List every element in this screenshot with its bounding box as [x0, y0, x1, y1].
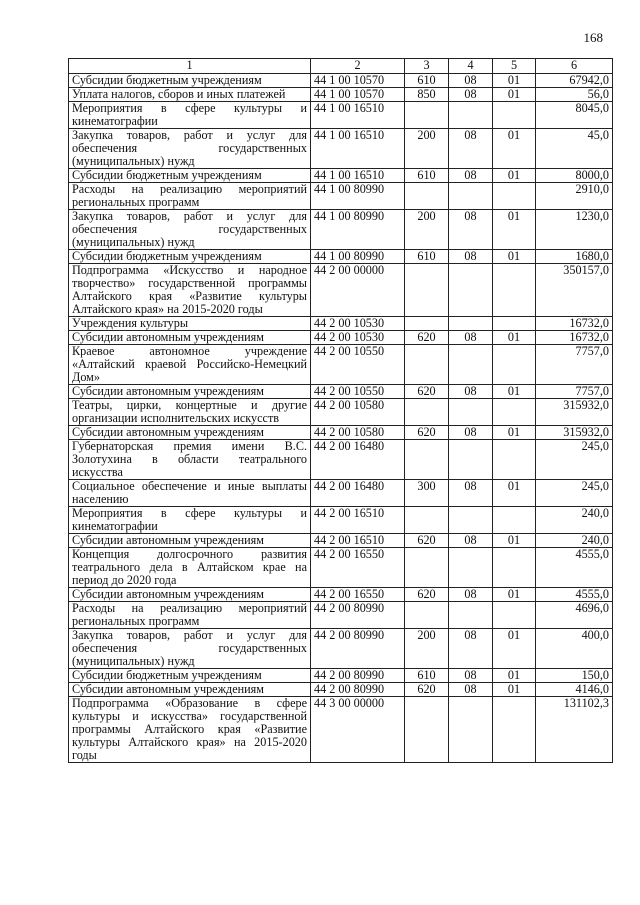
row-section: 08 — [449, 534, 493, 548]
row-subsection: 01 — [493, 385, 536, 399]
row-code: 44 2 00 10530 — [311, 331, 405, 345]
row-section — [449, 102, 493, 129]
row-name: Субсидии автономным учреждениям — [69, 331, 311, 345]
table-row — [69, 129, 613, 169]
table-row — [69, 697, 613, 763]
row-expense-type: 200 — [405, 629, 449, 669]
row-amount: 245,0 — [536, 440, 613, 480]
row-name: Учреждения культуры — [69, 317, 311, 331]
row-name: Подпрограмма «Образование в сфере культуры и искусства» государственной программы Алтайского края «Развитие культуры Алтайского края» на 2015-2020 годы — [69, 697, 311, 763]
row-amount: 245,0 — [536, 480, 613, 507]
row-name: Субсидии бюджетным учреждениям — [69, 74, 311, 88]
row-subsection: 01 — [493, 169, 536, 183]
table-row — [69, 264, 613, 317]
row-subsection — [493, 183, 536, 210]
row-code: 44 3 00 00000 — [311, 697, 405, 763]
row-expense-type — [405, 317, 449, 331]
row-subsection: 01 — [493, 331, 536, 345]
row-expense-type — [405, 697, 449, 763]
header-col-2: 2 — [311, 59, 405, 74]
row-amount: 45,0 — [536, 129, 613, 169]
row-expense-type: 200 — [405, 129, 449, 169]
row-expense-type — [405, 183, 449, 210]
table-row — [69, 345, 613, 385]
row-subsection: 01 — [493, 683, 536, 697]
row-expense-type: 610 — [405, 250, 449, 264]
header-col-4: 4 — [449, 59, 493, 74]
row-code: 44 1 00 10570 — [311, 74, 405, 88]
header-row — [69, 59, 613, 74]
table-row — [69, 534, 613, 548]
row-name: Субсидии автономным учреждениям — [69, 588, 311, 602]
row-amount: 131102,3 — [536, 697, 613, 763]
header-col-1: 1 — [69, 59, 311, 74]
row-section: 08 — [449, 331, 493, 345]
row-section: 08 — [449, 669, 493, 683]
row-expense-type: 620 — [405, 426, 449, 440]
row-section: 08 — [449, 385, 493, 399]
row-code: 44 2 00 16510 — [311, 534, 405, 548]
row-expense-type: 610 — [405, 669, 449, 683]
row-amount: 16732,0 — [536, 317, 613, 331]
row-code: 44 1 00 16510 — [311, 129, 405, 169]
row-code: 44 2 00 16550 — [311, 548, 405, 588]
table-row — [69, 426, 613, 440]
table-row — [69, 602, 613, 629]
row-subsection: 01 — [493, 74, 536, 88]
row-expense-type: 850 — [405, 88, 449, 102]
row-amount: 2910,0 — [536, 183, 613, 210]
row-subsection — [493, 548, 536, 588]
row-name: Субсидии бюджетным учреждениям — [69, 250, 311, 264]
row-name: Закупка товаров, работ и услуг для обеспечения государственных (муниципальных) нужд — [69, 210, 311, 250]
row-section: 08 — [449, 250, 493, 264]
row-subsection — [493, 102, 536, 129]
row-expense-type — [405, 399, 449, 426]
row-section — [449, 507, 493, 534]
row-subsection: 01 — [493, 129, 536, 169]
row-section — [449, 264, 493, 317]
row-amount: 240,0 — [536, 507, 613, 534]
row-section: 08 — [449, 129, 493, 169]
row-section: 08 — [449, 480, 493, 507]
row-subsection — [493, 602, 536, 629]
row-name: Краевое автономное учреждение «Алтайский краевой Российско-Немецкий Дом» — [69, 345, 311, 385]
row-code: 44 2 00 10550 — [311, 385, 405, 399]
row-code: 44 1 00 16510 — [311, 102, 405, 129]
row-code: 44 2 00 10580 — [311, 399, 405, 426]
header-col-3: 3 — [405, 59, 449, 74]
row-code: 44 2 00 80990 — [311, 602, 405, 629]
row-expense-type: 620 — [405, 331, 449, 345]
row-subsection: 01 — [493, 588, 536, 602]
row-code: 44 2 00 16510 — [311, 507, 405, 534]
row-subsection — [493, 399, 536, 426]
row-section — [449, 399, 493, 426]
row-expense-type — [405, 602, 449, 629]
row-subsection — [493, 697, 536, 763]
row-name: Субсидии бюджетным учреждениям — [69, 169, 311, 183]
row-name: Субсидии бюджетным учреждениям — [69, 669, 311, 683]
row-amount: 1680,0 — [536, 250, 613, 264]
row-code: 44 2 00 80990 — [311, 629, 405, 669]
table-row — [69, 629, 613, 669]
row-section — [449, 345, 493, 385]
row-amount: 1230,0 — [536, 210, 613, 250]
row-subsection: 01 — [493, 480, 536, 507]
row-section: 08 — [449, 169, 493, 183]
row-name: Субсидии автономным учреждениям — [69, 683, 311, 697]
row-code: 44 1 00 80990 — [311, 250, 405, 264]
row-section: 08 — [449, 683, 493, 697]
row-amount: 56,0 — [536, 88, 613, 102]
row-name: Закупка товаров, работ и услуг для обеспечения государственных (муниципальных) нужд — [69, 629, 311, 669]
row-expense-type: 620 — [405, 683, 449, 697]
row-name: Мероприятия в сфере культуры и кинематографии — [69, 507, 311, 534]
row-amount: 350157,0 — [536, 264, 613, 317]
row-code: 44 2 00 16550 — [311, 588, 405, 602]
row-expense-type — [405, 548, 449, 588]
row-section: 08 — [449, 629, 493, 669]
table-row — [69, 74, 613, 88]
row-amount: 400,0 — [536, 629, 613, 669]
row-name: Уплата налогов, сборов и иных платежей — [69, 88, 311, 102]
page-number: 168 — [583, 30, 603, 45]
row-name: Мероприятия в сфере культуры и кинематографии — [69, 102, 311, 129]
row-name: Расходы на реализацию мероприятий региональных программ — [69, 602, 311, 629]
table-row — [69, 102, 613, 129]
row-amount: 67942,0 — [536, 74, 613, 88]
budget-table — [68, 58, 613, 763]
row-expense-type — [405, 507, 449, 534]
row-amount: 315932,0 — [536, 426, 613, 440]
table-row — [69, 169, 613, 183]
row-expense-type: 610 — [405, 74, 449, 88]
row-name: Субсидии автономным учреждениям — [69, 385, 311, 399]
row-section: 08 — [449, 88, 493, 102]
row-expense-type: 620 — [405, 385, 449, 399]
row-section: 08 — [449, 426, 493, 440]
row-name: Закупка товаров, работ и услуг для обеспечения государственных (муниципальных) нужд — [69, 129, 311, 169]
row-code: 44 2 00 00000 — [311, 264, 405, 317]
row-amount: 16732,0 — [536, 331, 613, 345]
row-subsection: 01 — [493, 88, 536, 102]
row-name: Социальное обеспечение и иные выплаты населению — [69, 480, 311, 507]
table-row — [69, 385, 613, 399]
table-row — [69, 588, 613, 602]
row-code: 44 2 00 10550 — [311, 345, 405, 385]
row-code: 44 1 00 80990 — [311, 210, 405, 250]
row-amount: 4696,0 — [536, 602, 613, 629]
row-subsection — [493, 345, 536, 385]
row-section: 08 — [449, 210, 493, 250]
row-subsection — [493, 507, 536, 534]
row-section: 08 — [449, 74, 493, 88]
table-row — [69, 88, 613, 102]
row-code: 44 2 00 16480 — [311, 440, 405, 480]
row-expense-type — [405, 264, 449, 317]
row-code: 44 2 00 10530 — [311, 317, 405, 331]
row-code: 44 1 00 80990 — [311, 183, 405, 210]
row-amount: 150,0 — [536, 669, 613, 683]
table-row — [69, 548, 613, 588]
table-row — [69, 250, 613, 264]
table-row — [69, 683, 613, 697]
row-expense-type — [405, 345, 449, 385]
row-amount: 7757,0 — [536, 385, 613, 399]
row-code: 44 1 00 16510 — [311, 169, 405, 183]
row-subsection: 01 — [493, 426, 536, 440]
table-row — [69, 317, 613, 331]
row-amount: 4146,0 — [536, 683, 613, 697]
row-amount: 4555,0 — [536, 588, 613, 602]
row-subsection: 01 — [493, 250, 536, 264]
row-subsection: 01 — [493, 629, 536, 669]
row-expense-type: 200 — [405, 210, 449, 250]
table-row — [69, 183, 613, 210]
header-col-6: 6 — [536, 59, 613, 74]
row-amount: 315932,0 — [536, 399, 613, 426]
row-section: 08 — [449, 588, 493, 602]
row-subsection: 01 — [493, 534, 536, 548]
row-code: 44 2 00 80990 — [311, 669, 405, 683]
row-code: 44 2 00 16480 — [311, 480, 405, 507]
table-row — [69, 331, 613, 345]
row-expense-type: 610 — [405, 169, 449, 183]
row-section — [449, 548, 493, 588]
row-expense-type — [405, 102, 449, 129]
table-row — [69, 210, 613, 250]
row-name: Концепция долгосрочного развития театрального дела в Алтайском крае на период до 2020 года — [69, 548, 311, 588]
row-amount: 8000,0 — [536, 169, 613, 183]
row-amount: 8045,0 — [536, 102, 613, 129]
table-row — [69, 440, 613, 480]
row-subsection: 01 — [493, 210, 536, 250]
row-expense-type — [405, 440, 449, 480]
row-section — [449, 697, 493, 763]
table-row — [69, 399, 613, 426]
row-subsection — [493, 440, 536, 480]
row-name: Губернаторская премия имени В.С. Золотухина в области театрального искусства — [69, 440, 311, 480]
row-code: 44 1 00 10570 — [311, 88, 405, 102]
row-subsection: 01 — [493, 669, 536, 683]
row-amount: 7757,0 — [536, 345, 613, 385]
table-row — [69, 669, 613, 683]
row-name: Театры, цирки, концертные и другие организации исполнительских искусств — [69, 399, 311, 426]
row-expense-type: 300 — [405, 480, 449, 507]
row-section — [449, 440, 493, 480]
row-section — [449, 602, 493, 629]
row-amount: 4555,0 — [536, 548, 613, 588]
row-section — [449, 183, 493, 210]
row-code: 44 2 00 80990 — [311, 683, 405, 697]
row-name: Расходы на реализацию мероприятий региональных программ — [69, 183, 311, 210]
table-row — [69, 507, 613, 534]
row-subsection — [493, 317, 536, 331]
row-name: Субсидии автономным учреждениям — [69, 534, 311, 548]
row-code: 44 2 00 10580 — [311, 426, 405, 440]
table-row — [69, 480, 613, 507]
row-name: Субсидии автономным учреждениям — [69, 426, 311, 440]
row-expense-type: 620 — [405, 588, 449, 602]
row-section — [449, 317, 493, 331]
row-subsection — [493, 264, 536, 317]
row-expense-type: 620 — [405, 534, 449, 548]
row-name: Подпрограмма «Искусство и народное творчество» государственной программы Алтайского края «Развитие культуры Алтайского края» на 2015-2020 годы — [69, 264, 311, 317]
header-col-5: 5 — [493, 59, 536, 74]
row-amount: 240,0 — [536, 534, 613, 548]
